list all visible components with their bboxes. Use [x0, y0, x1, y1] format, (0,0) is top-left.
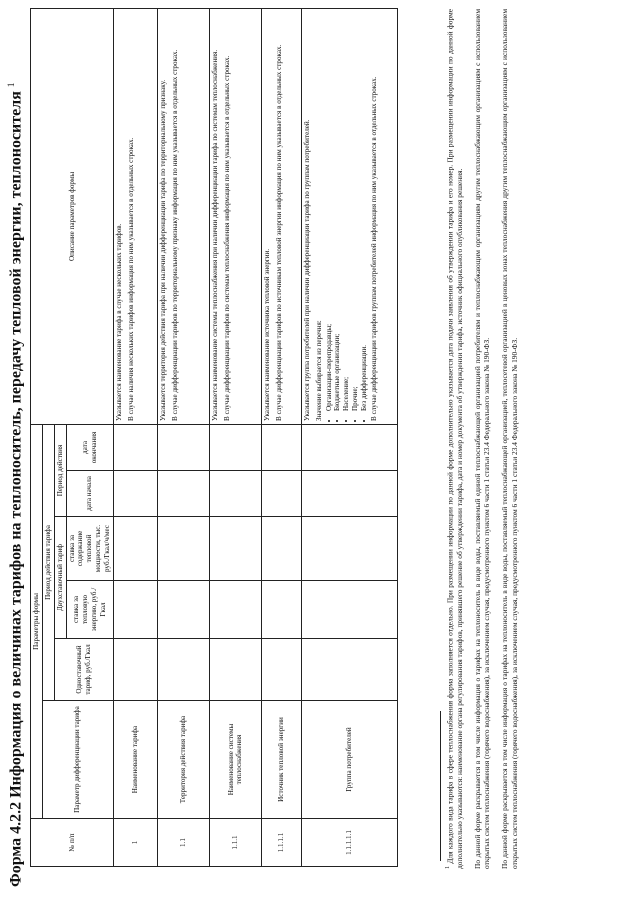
cell-rate-energy	[209, 581, 261, 639]
footnote-text: По данной форме раскрывается в том числе информация о тарифах на теплоноситель в виде воды, поставляемый теплоснабжающей организацией, теплосетевой организацией в ценовых зонах теплоснабжения другим теплоснабжающим организациям с использованием открытых систем теплоснабжения (горячего водоснабжения), за исключением случая, предусмотренного пунктом 6 части 1 статьи 23.4 Федерального закона № 190-ФЗ.	[499, 9, 519, 869]
description-line: Указывается наименование системы теплоснабжения при наличии дифференциации тарифа по системам теплоснабжения.	[210, 49, 219, 421]
description-line: Указывается территория действия тарифа при наличии дифференциации тарифа по территориальному признаку.	[158, 79, 167, 421]
row-param: Территория действия тарифа	[157, 701, 209, 819]
cell-one-part	[301, 639, 397, 701]
table-row	[157, 8, 209, 866]
header-rate-energy: ставка за тепловую энергию, руб./Гкал	[66, 581, 113, 639]
description-line: Значение выбирается из перечня:	[314, 320, 323, 421]
description-line: Указывается группа потребителей при наличии дифференциации тарифа по группам потребителей.	[302, 119, 311, 421]
title-text: Форма 4.2.2 Информация о величинах тарифов на теплоноситель, передачу тепловой энергии, теплоносителя	[7, 91, 25, 887]
cell-start-date	[301, 471, 397, 517]
title-footnote-mark: 1	[6, 82, 16, 88]
cell-end-date	[157, 424, 209, 470]
cell-rate-energy	[157, 581, 209, 639]
cell-end-date	[113, 424, 157, 470]
consumer-group-list	[325, 12, 369, 411]
header-end-date: дата окончания	[66, 424, 113, 470]
header-description: Описание параметров формы	[31, 8, 114, 424]
header-start-date: дата начала	[66, 471, 113, 517]
cell-one-part	[113, 639, 157, 701]
cell-rate-energy	[113, 581, 157, 639]
footnotes	[440, 9, 527, 869]
description-line: В случае наличия нескольких тарифов информация по ним указывается в отдельных строках.	[126, 137, 135, 421]
page-title	[6, 27, 25, 887]
table-row	[209, 8, 261, 866]
cell-rate-capacity	[261, 517, 301, 581]
list-item: • Прочие;	[351, 12, 360, 411]
header-diff-param: Параметр дифференциации тарифа	[42, 701, 113, 819]
description-line: Указывается наименование тарифа в случае нескольких тарифов.	[114, 223, 123, 421]
description-line: В случае дифференциации тарифов по источникам тепловой энергии информация по ним указывается в отдельных строках.	[274, 44, 283, 421]
cell-rate-energy	[261, 581, 301, 639]
header-tariff-period: Период действия тарифа	[42, 424, 54, 700]
row-description	[113, 8, 157, 424]
row-description	[261, 8, 301, 424]
cell-start-date	[113, 471, 157, 517]
row-param: Наименование тарифа	[113, 701, 157, 819]
row-num: 1.1.1	[209, 819, 261, 867]
header-form-params: Параметры формы	[31, 424, 43, 818]
footnote	[500, 9, 519, 869]
row-num: 1.1	[157, 819, 209, 867]
row-param: Источник тепловой энергии	[261, 701, 301, 819]
cell-rate-capacity	[113, 517, 157, 581]
cell-one-part	[261, 639, 301, 701]
row-description	[157, 8, 209, 424]
cell-start-date	[157, 471, 209, 517]
list-item: • Население;	[342, 12, 351, 411]
table-row	[113, 8, 157, 866]
cell-one-part	[209, 639, 261, 701]
footnote	[445, 9, 465, 869]
cell-rate-capacity	[301, 517, 397, 581]
cell-end-date	[209, 424, 261, 470]
cell-start-date	[209, 471, 261, 517]
header-rate-capacity: ставка за содержание тепловой мощности, тыс. руб./Гкал/ч/мес	[66, 517, 113, 581]
cell-end-date	[301, 424, 397, 470]
header-num: № п/п	[31, 819, 114, 867]
header-two-part-tariff: Двухставочный тариф	[54, 517, 66, 639]
header-validity-period: Период действия	[54, 424, 66, 516]
row-param: Наименование системы теплоснабжения	[209, 701, 261, 819]
footnote-mark: 1	[445, 866, 451, 869]
description-line: В случае дифференциации тарифов по системам теплоснабжения информация по ним указывается в отдельных строках.	[222, 55, 231, 421]
footnote	[473, 9, 492, 869]
description-line: Указывается наименование источника тепловой энергии.	[262, 248, 271, 421]
footnote-divider	[440, 711, 441, 861]
row-num: 1.1.1.1.1	[301, 819, 397, 867]
table-row	[301, 8, 397, 866]
row-num: 1.1.1.1	[261, 819, 301, 867]
footnote-text: По данной форме раскрывается в том числе информация о тарифах на теплоноситель в виде воды, поставляемый единой теплоснабжающей организацией потребителям и теплоснабжающим организациям другим теплоснабжающим организациям с использованием открытых систем теплоснабжения (горячего водоснабжения), за исключением случая, предусмотренного пунктом 6 части 1 статьи 23.4 Федерального закона № 190-ФЗ.	[472, 9, 492, 869]
description-line: В случае дифференциации тарифов по территориальному признаку информация по ним указывается в отдельных строках.	[170, 49, 179, 421]
row-description	[209, 8, 261, 424]
cell-end-date	[261, 424, 301, 470]
header-one-part-tariff: Одноставочный тариф, руб./Гкал	[54, 639, 113, 701]
cell-rate-capacity	[157, 517, 209, 581]
cell-rate-capacity	[209, 517, 261, 581]
cell-one-part	[157, 639, 209, 701]
list-item: • Без дифференциации.	[360, 12, 369, 411]
row-description	[301, 8, 397, 424]
description-line: В случае дифференциации тарифов группам потребителей информация по ним указывается в отдельных строках.	[369, 76, 378, 421]
list-item: • Организации-перепродавцы;	[325, 12, 334, 411]
cell-rate-energy	[301, 581, 397, 639]
cell-start-date	[261, 471, 301, 517]
footnote-text: Для каждого вида тарифа в сфере теплоснабжения форма заполняется отдельно. При размещении информации по данной форме дополнительно указывается дата подачи заявления об утверждении тарифа и его номер. При размещении информации по данной форме дополнительно указываются: наименование органа регулирования тарифов, принявшего решение об утверждении тарифа, дата и номер документа об утверждении тарифа, источник официального опубликования решения.	[445, 9, 465, 869]
tariff-form-table	[30, 8, 398, 867]
row-num: 1	[113, 819, 157, 867]
table-row	[261, 8, 301, 866]
list-item: • Бюджетные организации;	[333, 12, 342, 411]
row-param: Группа потребителей	[301, 701, 397, 819]
